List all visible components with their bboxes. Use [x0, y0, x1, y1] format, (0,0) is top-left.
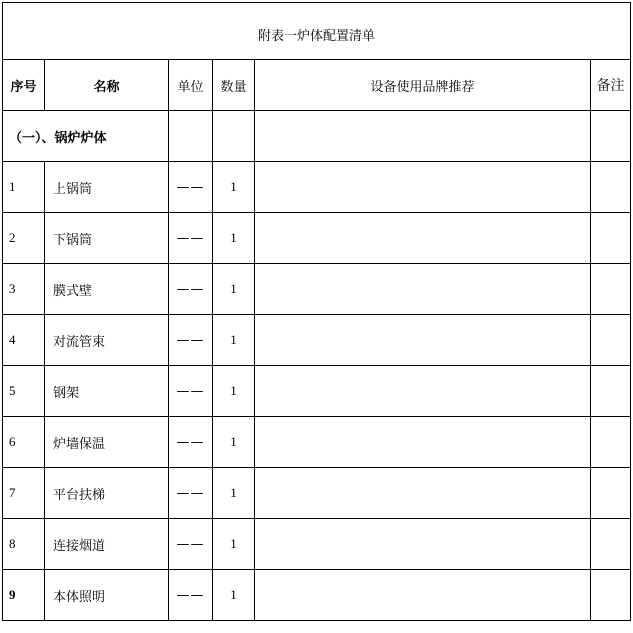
header-brand: 设备使用品牌推荐	[255, 60, 591, 111]
section-unit-cell	[169, 111, 213, 162]
header-row	[3, 60, 631, 111]
row-remark	[591, 366, 631, 417]
table-title: 附表一炉体配置清单	[3, 3, 631, 60]
row-qty: 1	[213, 468, 255, 519]
row-unit: ——	[169, 417, 213, 468]
row-qty: 1	[213, 315, 255, 366]
table-row	[3, 264, 631, 315]
row-brand	[255, 162, 591, 213]
header-qty: 数量	[213, 60, 255, 111]
table-row	[3, 417, 631, 468]
row-name: 钢架	[45, 366, 169, 417]
row-qty: 1	[213, 264, 255, 315]
table-row	[3, 519, 631, 570]
row-unit: ——	[169, 468, 213, 519]
row-name: 本体照明	[45, 570, 169, 621]
row-unit: ——	[169, 366, 213, 417]
row-brand	[255, 213, 591, 264]
section-remark-cell	[591, 111, 631, 162]
row-remark	[591, 519, 631, 570]
row-brand	[255, 264, 591, 315]
row-seq: 8	[3, 519, 45, 570]
row-brand	[255, 519, 591, 570]
row-remark	[591, 162, 631, 213]
row-qty: 1	[213, 162, 255, 213]
table-row	[3, 570, 631, 621]
row-brand	[255, 315, 591, 366]
row-brand	[255, 366, 591, 417]
row-seq: 7	[3, 468, 45, 519]
config-table	[2, 2, 631, 621]
row-qty: 1	[213, 519, 255, 570]
row-brand	[255, 570, 591, 621]
row-seq: 4	[3, 315, 45, 366]
row-remark	[591, 468, 631, 519]
row-seq: 3	[3, 264, 45, 315]
row-remark	[591, 417, 631, 468]
row-unit: ——	[169, 162, 213, 213]
row-brand	[255, 468, 591, 519]
row-brand	[255, 417, 591, 468]
row-seq: 1	[3, 162, 45, 213]
row-remark	[591, 315, 631, 366]
row-remark	[591, 213, 631, 264]
row-unit: ——	[169, 264, 213, 315]
row-name: 下锅筒	[45, 213, 169, 264]
table-row	[3, 162, 631, 213]
row-unit: ——	[169, 213, 213, 264]
row-seq: 9	[3, 570, 45, 621]
row-unit: ——	[169, 570, 213, 621]
row-name: 平台扶梯	[45, 468, 169, 519]
row-seq: 6	[3, 417, 45, 468]
row-seq: 5	[3, 366, 45, 417]
row-qty: 1	[213, 570, 255, 621]
row-name: 对流管束	[45, 315, 169, 366]
header-remark: 备注	[591, 60, 631, 111]
row-name: 上锅筒	[45, 162, 169, 213]
row-remark	[591, 570, 631, 621]
table-row	[3, 315, 631, 366]
header-unit: 单位	[169, 60, 213, 111]
header-seq: 序号	[3, 60, 45, 111]
row-unit: ——	[169, 519, 213, 570]
section-label: （一）、锅炉炉体	[3, 111, 169, 162]
table-row	[3, 468, 631, 519]
row-qty: 1	[213, 213, 255, 264]
row-name: 炉墙保温	[45, 417, 169, 468]
row-unit: ——	[169, 315, 213, 366]
row-name: 连接烟道	[45, 519, 169, 570]
section-qty-cell	[213, 111, 255, 162]
row-seq: 2	[3, 213, 45, 264]
section-brand-cell	[255, 111, 591, 162]
row-remark	[591, 264, 631, 315]
row-qty: 1	[213, 417, 255, 468]
table-row	[3, 366, 631, 417]
row-qty: 1	[213, 366, 255, 417]
row-name: 膜式壁	[45, 264, 169, 315]
header-name: 名称	[45, 60, 169, 111]
table-row	[3, 213, 631, 264]
section-row	[3, 111, 631, 162]
